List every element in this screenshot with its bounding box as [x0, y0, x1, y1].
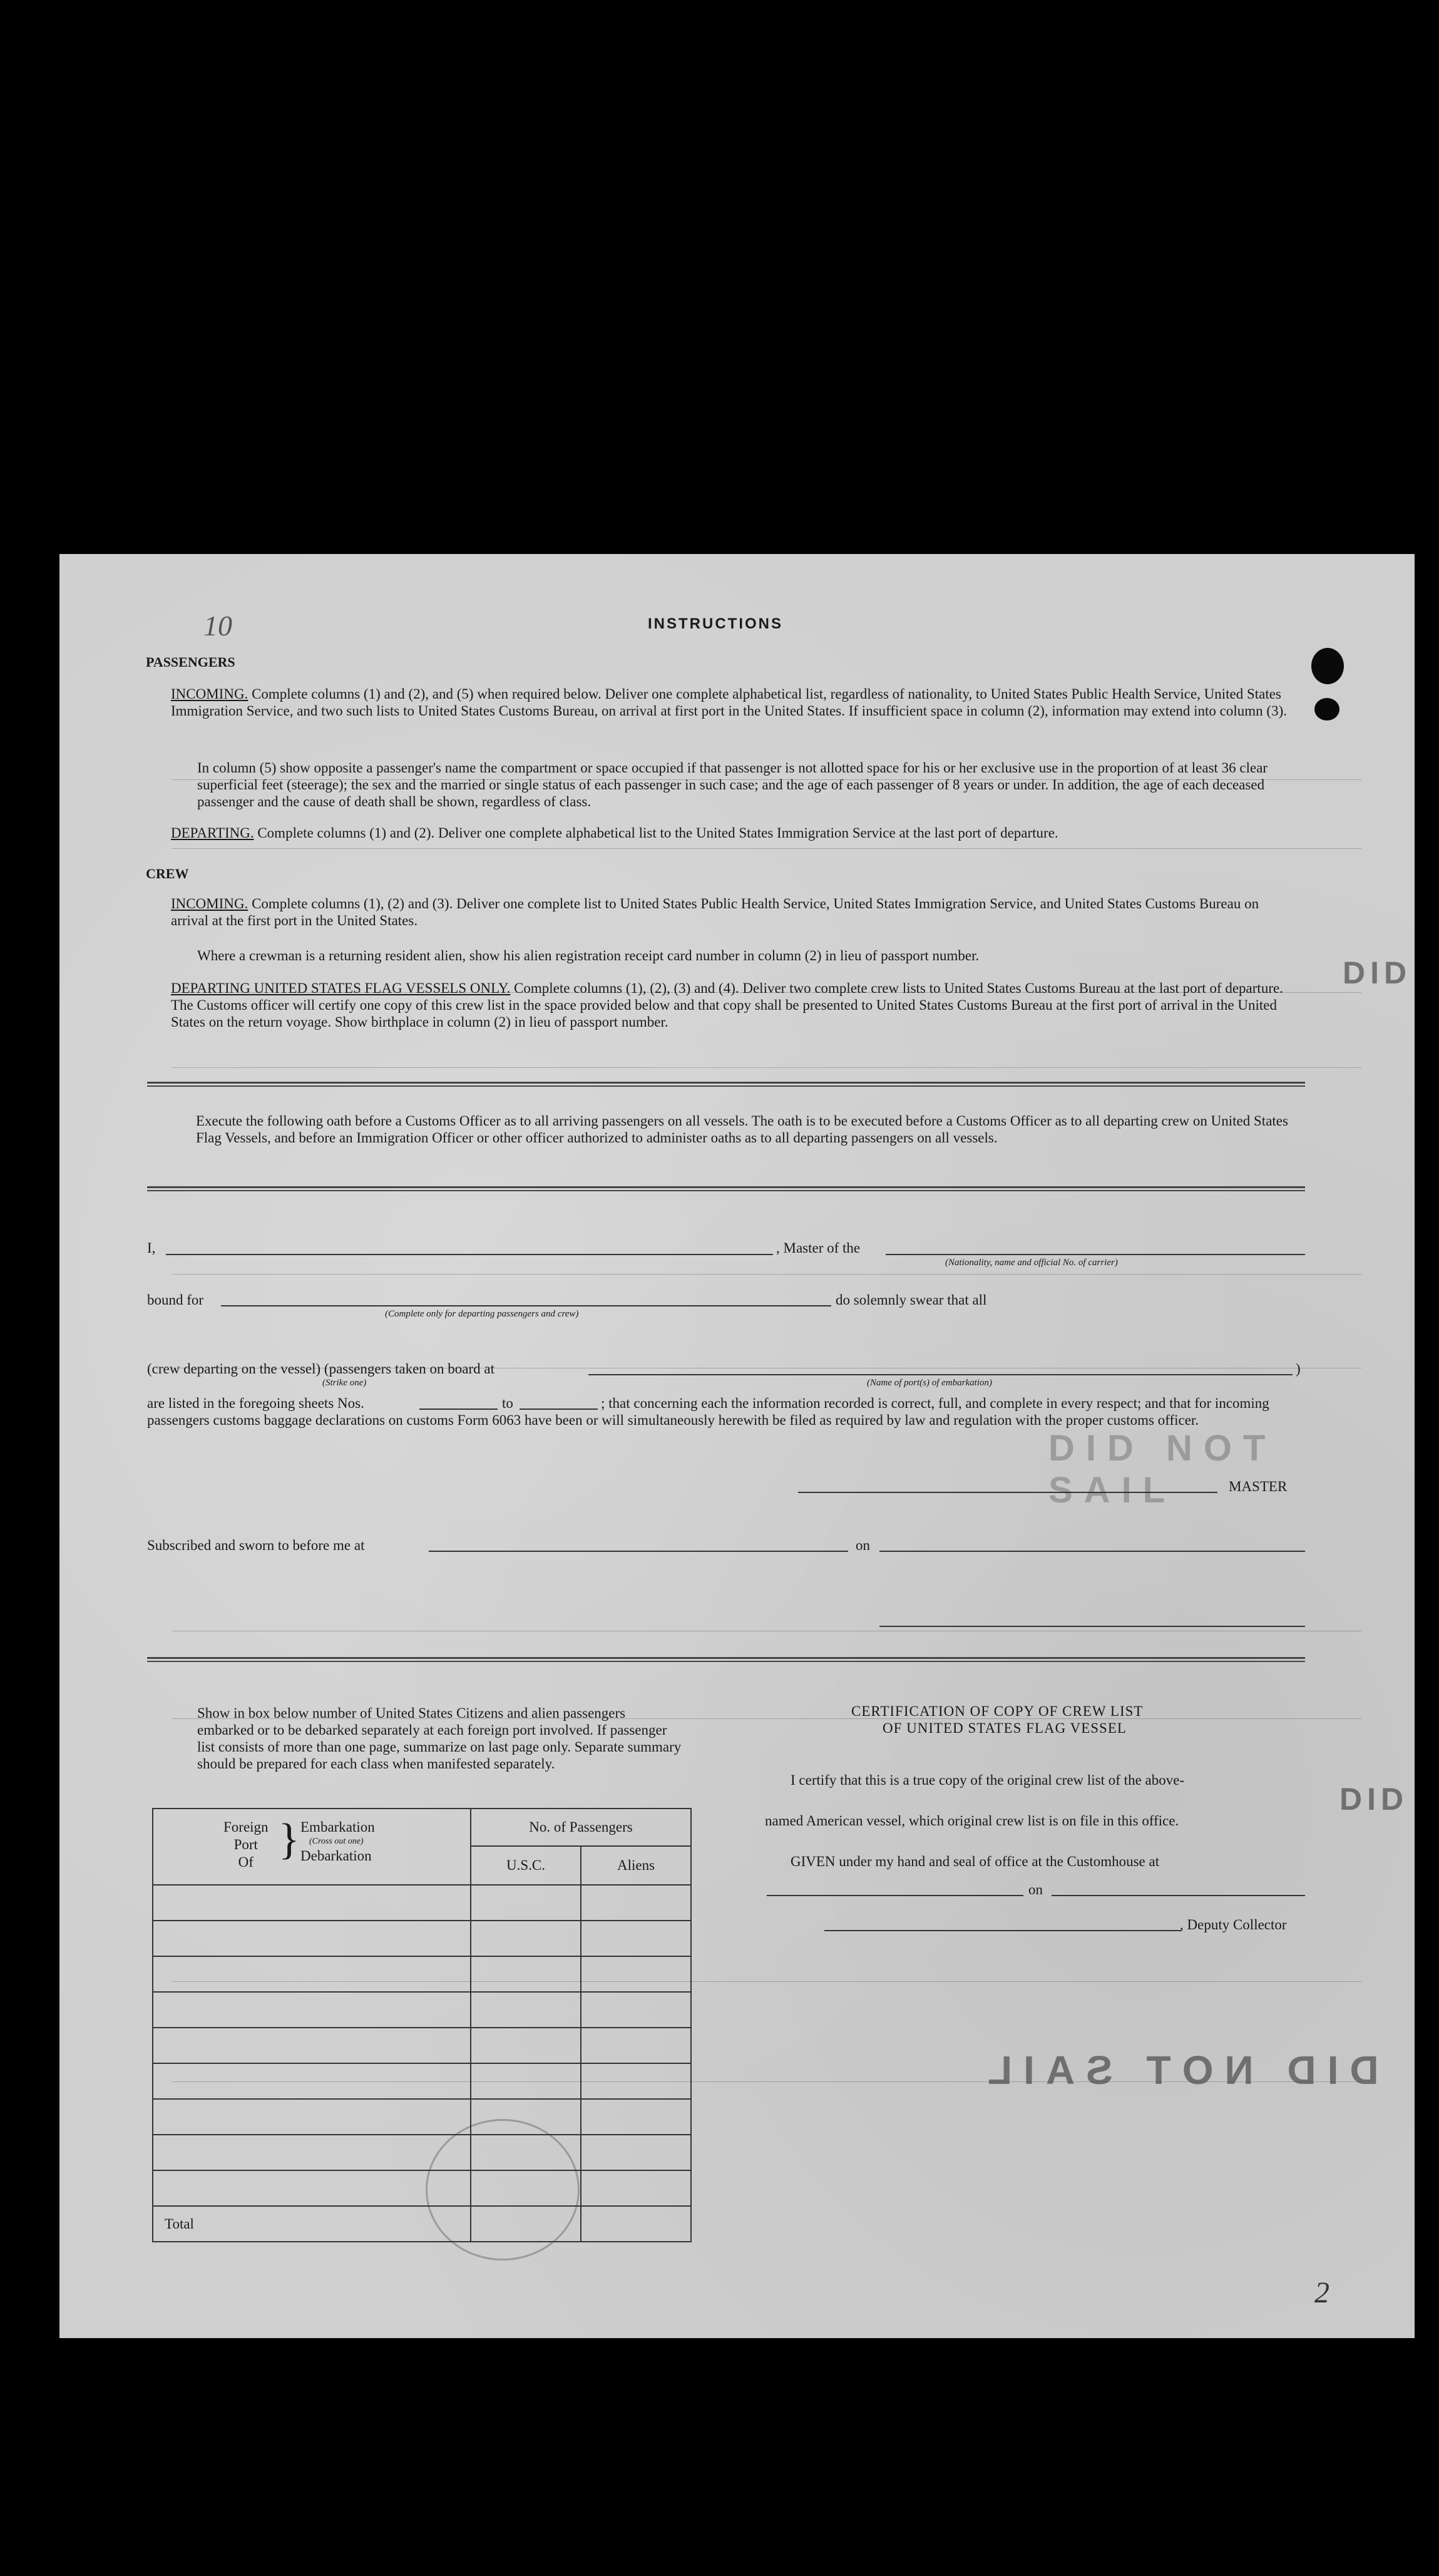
did-not-sail-stamp-mirrored: DID NOT SAIL — [976, 2048, 1379, 2093]
carrier-field[interactable] — [886, 1254, 1305, 1255]
certification-title-1: CERTIFICATION OF COPY OF CREW LIST — [851, 1703, 1144, 1719]
port-cell[interactable] — [153, 1921, 471, 1956]
aliens-cell[interactable] — [581, 2028, 691, 2063]
did-stamp-bleed: DID — [1339, 1782, 1409, 1817]
passengers-incoming-text: Complete columns (1) and (2), and (5) when required below. Deliver one complete alphabetical list, regardless of nationality, to United States Public Health Service, United States Immigration Service, and two such lists to United States Customs Bureau, on arrival at first port in the United States. If insufficient space in column (2), information may extend into column (3). — [171, 686, 1287, 719]
crew-heading: CREW — [146, 866, 189, 881]
customhouse-field[interactable] — [767, 1895, 1023, 1896]
header-embarkation: Embarkation — [300, 1819, 375, 1835]
certification-text-a: I certify that this is a true copy of the original crew list of the above- — [791, 1772, 1185, 1788]
crew-departing-block — [171, 980, 1304, 1030]
port-cell[interactable] — [153, 2028, 471, 2063]
aliens-cell[interactable] — [581, 2135, 691, 2170]
header-port: Port — [233, 1837, 258, 1852]
usc-cell[interactable] — [471, 2028, 581, 2063]
aliens-cell[interactable] — [581, 2063, 691, 2099]
usc-cell[interactable] — [471, 1885, 581, 1921]
destination-field[interactable] — [221, 1305, 831, 1306]
passengers-departing-text: Complete columns (1) and (2). Deliver one complete alphabetical list to the United States Immigration Service at the last port of departure. — [257, 825, 1058, 841]
certification-title-2: OF UNITED STATES FLAG VESSEL — [883, 1720, 1127, 1736]
passengers-heading: PASSENGERS — [146, 654, 235, 670]
passengers-column5-text: In column (5) show opposite a passenger's name the compartment or space occupied if that passenger is not allotted space for his or her exclusive use in the proportion of at least 36 clear superficial feet (steerage); the sex and the married or single status of each passenger in such case; and the age of each passenger of 8 years or under. In addition, the age of each deceased passenger and the cause of death shall be shown, regardless of class. — [197, 760, 1268, 809]
table-row — [153, 1956, 691, 1992]
oath-crew-departing: (crew departing on the vessel) (passengers taken on board at — [147, 1361, 494, 1377]
port-cell[interactable] — [153, 1992, 471, 2028]
usc-cell[interactable] — [471, 2063, 581, 2099]
table-row — [153, 2135, 691, 2170]
passengers-departing-label: DEPARTING. — [171, 825, 254, 841]
certification-date-field[interactable] — [1052, 1895, 1305, 1896]
passengers-incoming-block — [171, 685, 1298, 719]
port-cell[interactable] — [153, 2063, 471, 2099]
aliens-cell[interactable] — [581, 1956, 691, 1992]
crew-incoming-text: Complete columns (1), (2) and (3). Deliver one complete list to United States Public Health Service, United States Immigration Service, and United States Customs Bureau on arrival at the first port in the United States. — [171, 896, 1259, 928]
master-label: MASTER — [1229, 1479, 1288, 1494]
departing-caption: (Complete only for departing passengers and crew) — [385, 1309, 579, 1319]
subscribed-date-field[interactable] — [879, 1551, 1305, 1552]
section-divider — [147, 1082, 1305, 1087]
oath-bound-for: bound for — [147, 1292, 204, 1308]
usc-cell[interactable] — [471, 1956, 581, 1992]
aliens-cell[interactable] — [581, 1992, 691, 2028]
total-row — [153, 2206, 691, 2242]
passengers-departing-block — [171, 824, 1304, 841]
no-passengers-header-cell — [471, 1809, 691, 1885]
table-row — [153, 2170, 691, 2206]
port-cell[interactable] — [153, 1956, 471, 1992]
corner-handwritten-mark: 10 — [203, 610, 232, 642]
officer-signature-line[interactable] — [879, 1626, 1305, 1627]
port-cell[interactable] — [153, 2135, 471, 2170]
table-row — [153, 2063, 691, 2099]
header-debarkation: Debarkation — [300, 1848, 372, 1864]
oath-close-paren: ) — [1296, 1361, 1301, 1377]
table-row — [153, 2099, 691, 2135]
subscribed-place-field[interactable] — [429, 1551, 848, 1552]
oath-listed-to: to — [502, 1395, 513, 1411]
certification-given: GIVEN under my hand and seal of office at the Customhouse at — [791, 1854, 1160, 1869]
table-row — [153, 1992, 691, 2028]
usc-cell[interactable] — [471, 1992, 581, 2028]
oath-intro-text: Execute the following oath before a Customs Officer as to all arriving passengers on all vessels. The oath is to be executed before a Customs Officer as to all departing crew on United States Flag Vessels, and before an Immigration Officer or other officer authorized to administer oaths as to all departing passengers on all vessels. — [196, 1113, 1288, 1146]
oath-listed-a: are listed in the foregoing sheets Nos. — [147, 1395, 364, 1411]
did-stamp-bleed: DID — [1343, 955, 1412, 990]
deputy-signature-line[interactable] — [824, 1930, 1181, 1931]
certification-on-label: on — [1028, 1882, 1043, 1897]
oath-i-label: I, — [147, 1240, 156, 1256]
faint-seal-stamp — [426, 2119, 580, 2260]
header-foreign: Foreign — [223, 1819, 269, 1835]
did-not-sail-stamp-bleed: DID NOT SAIL — [1048, 1428, 1277, 1511]
document-page — [59, 554, 1415, 2338]
passengers-incoming-label: INCOMING. — [171, 686, 248, 702]
table-row — [153, 1921, 691, 1956]
page-number-mark: 2 — [1314, 2276, 1329, 2309]
port-cell[interactable] — [153, 1885, 471, 1921]
total-label: Total — [165, 2215, 194, 2232]
deputy-collector-label: , Deputy Collector — [1180, 1917, 1287, 1932]
aliens-cell[interactable] — [581, 1885, 691, 1921]
master-name-field[interactable] — [166, 1254, 773, 1255]
port-caption: (Name of port(s) of embarkation) — [867, 1378, 992, 1388]
crew-incoming-label: INCOMING. — [171, 896, 248, 911]
header-usc: U.S.C. — [471, 1847, 581, 1884]
table-row — [153, 2028, 691, 2063]
brace-glyph: } — [279, 1815, 300, 1864]
header-of: Of — [238, 1854, 253, 1870]
oath-master-of: , Master of the — [776, 1240, 861, 1256]
summary-instructions: Show in box below number of United States Citizens and alien passengers embarked or to be debarked separately at each foreign port involved. If passenger list consists of more than one page, summarize on last page only. Separate summary should be prepared for each class when manifested separately. — [197, 1705, 682, 1772]
oath-listed-b — [147, 1395, 1305, 1429]
section-divider — [147, 1186, 1305, 1191]
header-no-passengers: No. of Passengers — [471, 1809, 690, 1847]
section-divider — [147, 1657, 1305, 1662]
ink-blot — [1311, 648, 1344, 684]
certification-text-b: named American vessel, which original crew list is on file in this office. — [765, 1813, 1179, 1829]
total-label-cell — [153, 2206, 471, 2242]
embarkation-port-field[interactable] — [588, 1374, 1293, 1375]
crew-departing-text: Complete columns (1), (2), (3) and (4). Deliver two complete crew lists to United States Customs Bureau at the last port of departure. The Customs officer will certify one copy of this crew list in the space provided below and that copy shall be presented to United States Customs Bureau at the first port of arrival in the United States on the return voyage. Show birthplace in column (2) in lieu of passport number. — [171, 980, 1283, 1030]
crew-incoming-block — [171, 895, 1298, 929]
strike-one-caption: (Strike one) — [322, 1378, 367, 1388]
subscribed-on-label: on — [856, 1537, 870, 1553]
header-aliens: Aliens — [617, 1857, 655, 1873]
aliens-cell[interactable] — [581, 2099, 691, 2135]
ink-blot — [1314, 698, 1339, 721]
aliens-cell[interactable] — [581, 2170, 691, 2206]
subscribed-text: Subscribed and sworn to before me at — [147, 1537, 365, 1553]
oath-listed-b-text: ; that concerning each the information recorded is correct, full, and complete in every respect; and that for incoming passengers customs baggage declarations on customs Form 6063 have been or will simultaneously herewith be filed as required by law and regulation with the proper customs officer. — [147, 1395, 1269, 1428]
port-cell[interactable] — [153, 2170, 471, 2206]
port-header-cell — [153, 1809, 471, 1885]
aliens-cell[interactable] — [581, 1921, 691, 1956]
usc-cell[interactable] — [471, 1921, 581, 1956]
page-title: INSTRUCTIONS — [648, 615, 783, 632]
oath-swear-text: do solemnly swear that all — [836, 1292, 987, 1308]
crew-resident-text: Where a crewman is a returning resident alien, show his alien registration receipt card number in column (2) in lieu of passport number. — [197, 948, 980, 963]
aliens-total-cell[interactable] — [581, 2206, 691, 2242]
crew-departing-label: DEPARTING UNITED STATES FLAG VESSELS ONLY. — [171, 980, 511, 996]
port-cell[interactable] — [153, 2099, 471, 2135]
carrier-caption: (Nationality, name and official No. of carrier) — [945, 1258, 1118, 1268]
passenger-summary-table — [152, 1808, 692, 2242]
header-cross-out: (Cross out one) — [309, 1837, 364, 1846]
table-row — [153, 1885, 691, 1921]
